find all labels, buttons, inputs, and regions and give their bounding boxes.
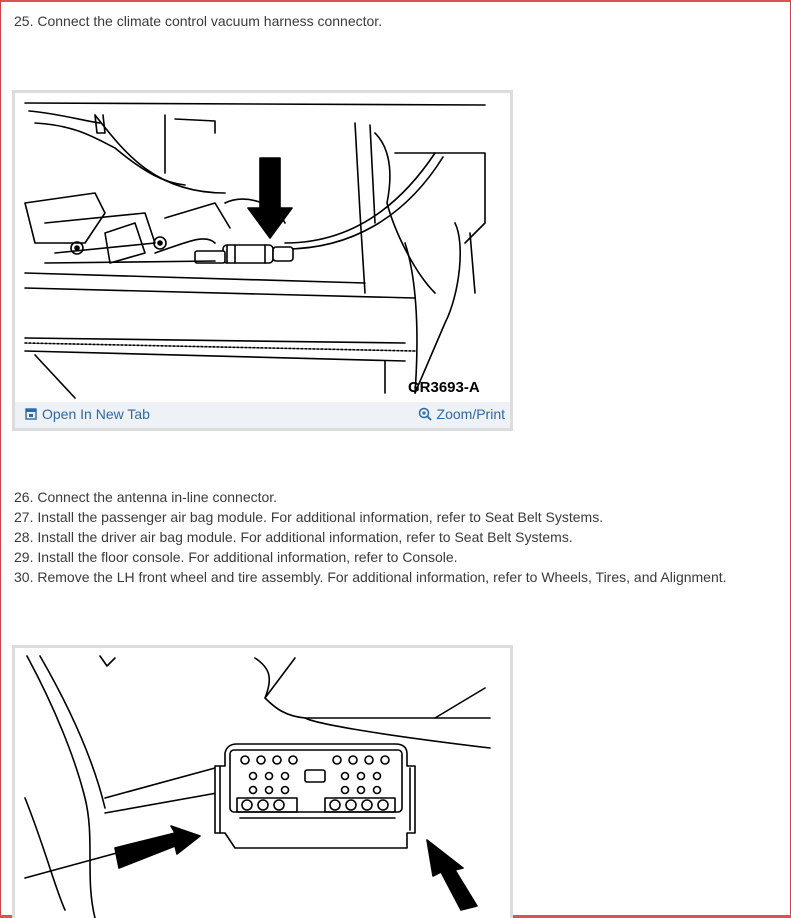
figure-code-label: GR3693-A [408, 379, 480, 396]
window-top-border [0, 0, 791, 2]
vacuum-harness-illustration [15, 93, 510, 402]
step-29: 29. Install the floor console. For additional information, refer to Console. [14, 549, 458, 565]
open-in-new-tab-link[interactable] [25, 406, 150, 422]
figure-toolbar [15, 402, 510, 428]
zoom-print-link[interactable] [418, 406, 505, 422]
figure-vacuum-harness [12, 90, 513, 431]
step-30: 30. Remove the LH front wheel and tire assembly. For additional information, refer to Wheels, Tires, and Alignment. [14, 569, 727, 585]
step-25: 25. Connect the climate control vacuum harness connector. [14, 13, 383, 29]
step-26: 26. Connect the antenna in-line connector. [14, 489, 278, 505]
connector-module-illustration [15, 648, 510, 918]
open-in-new-tab-label: Open In New Tab [42, 406, 150, 422]
zoom-print-label: Zoom/Print [436, 406, 505, 422]
figure-connector-module [12, 645, 513, 918]
window-left-border [0, 0, 1, 918]
zoom-icon [418, 407, 432, 421]
open-new-tab-icon [25, 408, 37, 420]
step-28: 28. Install the driver air bag module. For additional information, refer to Seat Belt Systems. [14, 529, 573, 545]
step-27: 27. Install the passenger air bag module. For additional information, refer to Seat Belt Systems. [14, 509, 604, 525]
